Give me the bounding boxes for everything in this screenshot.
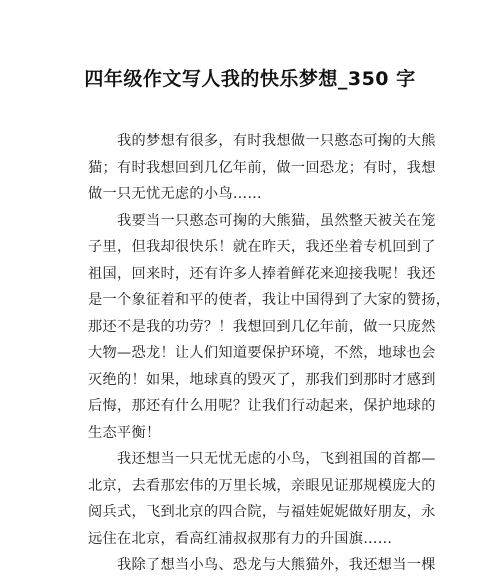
text-line: 做一只无忧无虑的小鸟……: [88, 186, 262, 202]
paragraph-3: [88, 446, 436, 552]
text-line: 后悔，那还有什么用呢？让我们行动起来，保护地球的: [88, 398, 436, 414]
text-line: 阅兵式，飞到北京的四合院，与福娃妮妮做好朋友，永: [88, 504, 436, 520]
text-line: 我还想当一只无忧无虑的小鸟，飞到祖国的首都—: [117, 451, 436, 467]
text-line: 猫；有时我想回到几亿年前，做一回恐龙；有时，我想: [88, 159, 436, 176]
text-line: 是一个象征着和平的使者，我让中国得到了大家的赞扬，: [88, 292, 451, 308]
text-line: 那还不是我的功劳？！我想回到几亿年前，做一只庞然: [88, 318, 436, 335]
text-line: 子里，但我却很快乐！就在昨天，我还坐着专机回到了: [88, 239, 436, 255]
text-line: 北京，去看那宏伟的万里长城，亲眼见证那规模庞大的: [88, 477, 436, 494]
document-body: [88, 128, 451, 579]
text-line: 我除了想当小鸟、恐龙与大熊猫外，我还想当一棵: [117, 557, 436, 573]
text-line: 远住在北京，看高红浦叔叔那有力的升国旗……: [88, 530, 393, 547]
paragraph-4: [88, 552, 436, 579]
text-line: 灭绝的！如果，地球真的毁灭了，那我们到那时才感到: [88, 371, 436, 388]
text-line: 大物—恐龙！让人们知道要保护环境，不然，地球也会: [88, 345, 436, 361]
text-line: 我的梦想有很多，有时我想做一只憨态可掬的大熊: [117, 133, 436, 149]
text-line: 生态平衡！: [88, 424, 161, 441]
document-title: 四年级作文写人我的快乐梦想_350 字: [84, 68, 416, 90]
paragraph-2: [88, 208, 451, 447]
text-line: 祖国，回来时，还有许多人捧着鲜花来迎接我呢！我还: [88, 265, 436, 282]
paragraph-1: [88, 128, 436, 208]
text-line: 我要当一只憨态可掬的大熊猫，虽然整天被关在笼: [117, 212, 436, 229]
